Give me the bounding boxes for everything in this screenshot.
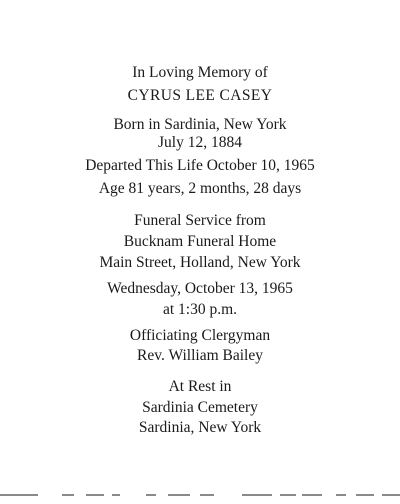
scan-edge-marks xyxy=(0,489,400,501)
service-heading: Funeral Service from xyxy=(134,212,266,229)
memorial-heading: In Loving Memory of xyxy=(132,64,268,81)
cemetery-name: Sardinia Cemetery xyxy=(142,399,258,416)
clergy-name: Rev. William Bailey xyxy=(137,347,263,364)
service-date: Wednesday, October 13, 1965 xyxy=(107,280,293,297)
age-at-death: Age 81 years, 2 months, 28 days xyxy=(98,180,302,197)
cemetery-location: Sardinia, New York xyxy=(138,419,262,436)
birth-date: July 12, 1884 xyxy=(158,134,242,151)
funeral-address: Main Street, Holland, New York xyxy=(99,254,301,271)
deceased-name: CYRUS LEE CASEY xyxy=(127,87,273,104)
death-date: Departed This Life October 10, 1965 xyxy=(85,157,315,174)
service-time: at 1:30 p.m. xyxy=(162,301,238,318)
birth-place: Born in Sardinia, New York xyxy=(113,116,287,133)
funeral-home: Bucknam Funeral Home xyxy=(123,233,277,250)
clergy-heading: Officiating Clergyman xyxy=(129,327,271,344)
rest-heading: At Rest in xyxy=(168,378,232,395)
